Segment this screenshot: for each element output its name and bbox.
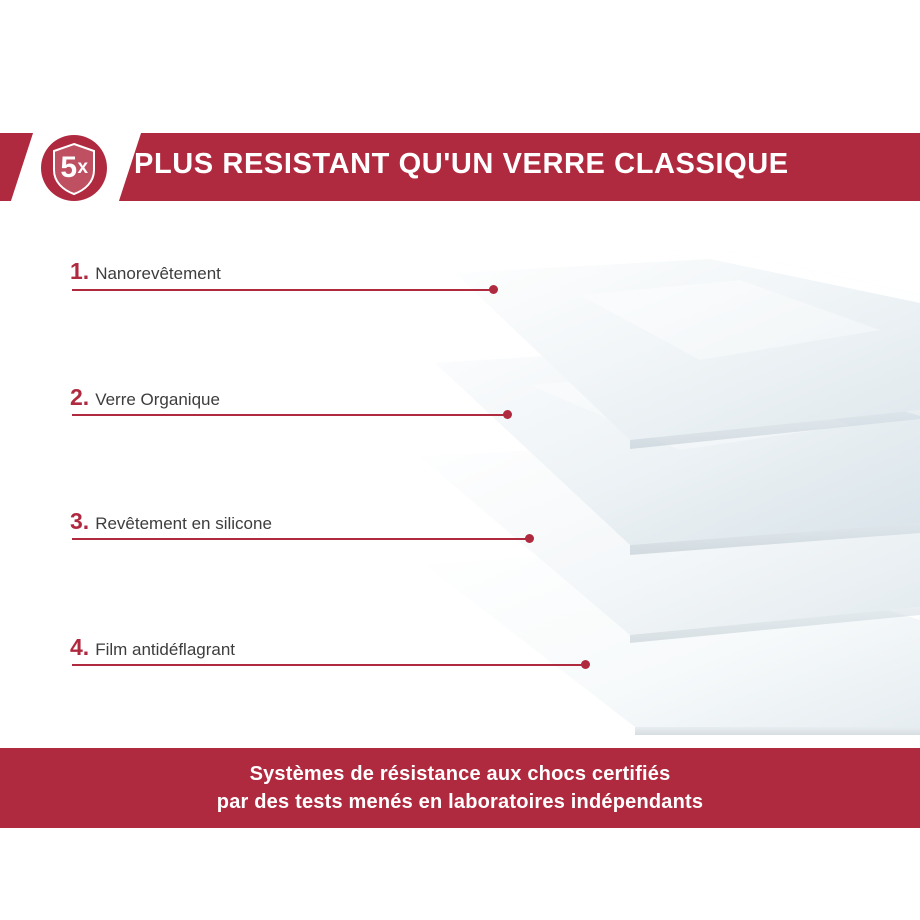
- layer-number-3: 3.: [70, 508, 90, 534]
- layer-label-2: Verre Organique: [95, 390, 220, 409]
- leader-line-2: [72, 414, 506, 416]
- leader-line-3: [72, 538, 528, 540]
- leader-dot-2: [503, 410, 512, 419]
- layer-label-1: Nanorevêtement: [95, 264, 221, 283]
- layer-callout-3: [70, 508, 272, 534]
- layer-callout-4: [70, 634, 235, 660]
- layer-label-4: Film antidéflagrant: [95, 640, 236, 659]
- badge-label: [38, 135, 110, 201]
- badge-suffix: x: [77, 157, 88, 178]
- leader-dot-1: [489, 285, 498, 294]
- leader-line-4: [72, 664, 584, 666]
- shield-icon: [38, 135, 110, 201]
- footer-line-1: Systèmes de résistance aux chocs certifiés: [249, 763, 671, 785]
- badge-number: 5: [60, 151, 77, 184]
- leader-line-1: [72, 289, 492, 291]
- layer-number-1: 1.: [70, 258, 90, 284]
- footer-banner: [0, 748, 920, 828]
- layer-number-4: 4.: [70, 634, 90, 660]
- footer-line-2: par des tests menés en laboratoires indépendants: [216, 791, 704, 813]
- layer-callout-2: [70, 384, 220, 410]
- leader-dot-4: [581, 660, 590, 669]
- layer-label-3: Revêtement en silicone: [95, 514, 272, 533]
- page-title: PLUS RESISTANT QU'UN VERRE CLASSIQUE: [134, 148, 789, 180]
- layer-number-2: 2.: [70, 384, 90, 410]
- glass-layer-stack: [380, 235, 920, 745]
- layer-callout-1: [70, 258, 221, 284]
- leader-dot-3: [525, 534, 534, 543]
